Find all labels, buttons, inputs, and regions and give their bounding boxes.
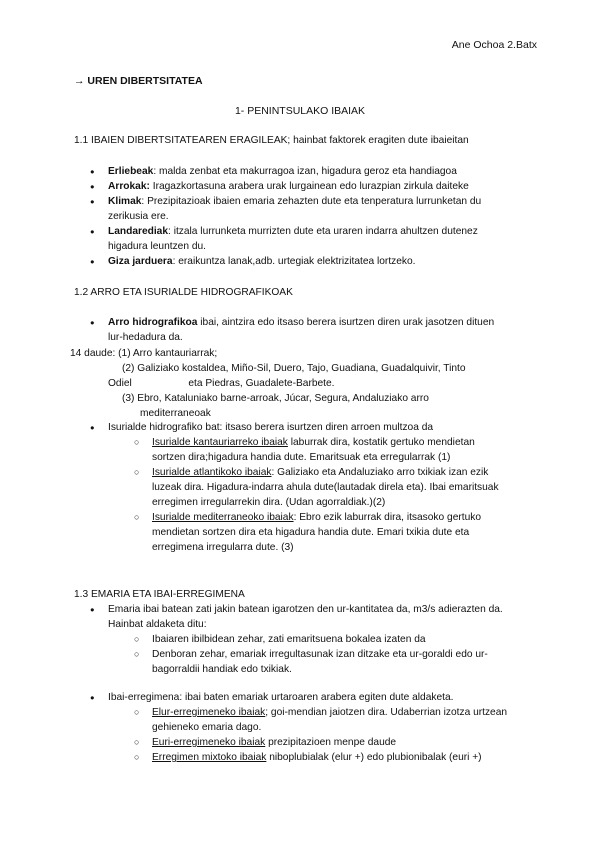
sublist-item: ○ Isurialde atlantikoko ibaiak: Galiziako eta Andaluziako arro txikiak izan ezik luzeak dira. Higadura-indarra ahula dute(lautadak direla eta). Ibai emaritsuak erregimen irregularrekin dira. (Udan agorraldiak.)(2) xyxy=(134,465,508,510)
sublist-item: ○ Ibaiaren ibilbidean zehar, zati emaritsuena bokalea izaten da xyxy=(134,632,508,647)
list-item: ● Isurialde hidrografiko bat: itsaso berera isurtzen diren arroen multzoa da ○ Isurialde kantauriarreko ibaiak laburrak dira, kostatik gertuko mendietan sortzen dira;higadura handia dute. Emaritsuak eta erregularrak (1) ○ Isurialde atlantikoko ibaiak: Galiziako eta Andaluziako arro txikiak izan ezik luzeak dira. Higadura-indarra ahula dute(lautadak direla eta). Ibai emaritsuak erregimen irregularrekin dira. (Udan agorraldiak.)(2) ○ Isurialde mediterraneoko ibaiak: Ebro ezik laburrak dira, itsasoko gertuko mendietan sortzen dira eta higadura handia dute. Emari txikia dute eta erregimena irregularra dute. (3) xyxy=(0,420,508,555)
emaria-list xyxy=(0,602,508,677)
list-item: ● Giza jarduera: eraikuntza lanak,adb. urtegiak elektrizitatea lortzeko. xyxy=(0,254,508,269)
basin-line-1: 14 daude: (1) Arro kantauriarrak; xyxy=(70,348,218,359)
heading-1-2: 1.2 ARRO ETA ISURIALDE HIDROGRAFIKOAK xyxy=(74,287,293,298)
erregimena-list xyxy=(0,690,508,765)
sublist-item: ○ Euri-erregimeneko ibaiak prezipitazioen menpe daude xyxy=(134,735,508,750)
page-title: → UREN DIBERTSITATEA xyxy=(74,75,203,87)
list-item: ● Landarediak: itzala lurrunketa murrizten dute eta uraren indarra ahultzen dutenez higadura leuntzen du. xyxy=(0,224,508,254)
sublist-item: ○ Isurialde kantauriarreko ibaiak laburrak dira, kostatik gertuko mendietan sortzen dira;higadura handia dute. Emaritsuak eta erregularrak (1) xyxy=(134,435,508,465)
basin-line-5: mediterraneoak xyxy=(140,408,211,419)
author-name: Ane Ochoa 2.Batx xyxy=(451,39,537,51)
sublist-item: ○ Denboran zehar, emariak irregultasunak izan ditzake eta ur-goraldi edo ur-bagorraldii handiak edo txikiak. xyxy=(134,647,508,677)
list-item: ● Ibai-erregimena: ibai baten emariak urtaroaren arabera egiten dute aldaketa. ○ Elur-erregimeneko ibaiak; goi-mendian jaiotzen dira. Udaberrian izotza urtzean gehieneko emaria dago. ○ Euri-erregimeneko ibaiak prezipitazioen menpe daude ○ Erregimen mixtoko ibaiak niboplubialak (elur +) edo plubionibalak (euri +) xyxy=(0,690,508,765)
section-title: 1- PENINTSULAKO IBAIAK xyxy=(234,105,366,117)
list-item: ● Klimak: Prezipitazioak ibaien emaria zehazten dute eta tenperatura lurrunketan du zerikusia ere. xyxy=(0,194,508,224)
basin-enumeration xyxy=(70,346,530,421)
emaria-sublist xyxy=(108,632,508,677)
list-item: ● Erliebeak: malda zenbat eta makurragoa izan, higadura geroz eta handiagoa xyxy=(0,164,508,179)
heading-1-1: 1.1 IBAIEN DIBERTSITATEAREN ERAGILEAK; hainbat faktorek eragiten dute ibaieitan xyxy=(74,135,469,146)
basin-line-2: (2) Galiziako kostaldea, Miño-Sil, Duero, Tajo, Guadiana, Guadalquivir, Tinto xyxy=(122,363,466,374)
sublist-item: ○ Elur-erregimeneko ibaiak; goi-mendian jaiotzen dira. Udaberrian izotza urtzean gehieneko emaria dago. xyxy=(134,705,508,735)
sublist-item: ○ Isurialde mediterraneoko ibaiak: Ebro ezik laburrak dira, itsasoko gertuko mendietan sortzen dira eta higadura handia dute. Emari txikia dute eta erregimena irregularra dute. (3) xyxy=(134,510,508,555)
basin-line-3: Odiel eta Piedras, Guadalete-Barbete. xyxy=(108,378,335,389)
list-item: ● Arro hidrografikoa ibai, aintzira edo itsaso berera isurtzen diren urak jasotzen dituen lur-hedadura da. xyxy=(0,315,508,345)
heading-1-3: 1.3 EMARIA ETA IBAI-ERREGIMENA xyxy=(74,589,245,600)
basin-line-4: (3) Ebro, Kataluniako barne-arroak, Júcar, Segura, Andaluziako arro xyxy=(122,393,429,404)
list-item: ● Arrokak: Iragazkortasuna arabera urak lurgainean edo lurazpian zirkula daiteke xyxy=(0,179,508,194)
sublist-item: ○ Erregimen mixtoko ibaiak niboplubialak (elur +) edo plubionibalak (euri +) xyxy=(134,750,508,765)
factors-list xyxy=(0,164,508,269)
list-item: ● Emaria ibai batean zati jakin batean igarotzen den ur-kantitatea da, m3/s adierazten da. Hainbat aldaketa ditu: ○ Ibaiaren ibilbidean zehar, zati emaritsuena bokalea izaten da ○ Denboran zehar, emariak irregultasunak izan ditzake eta ur-goraldi edo ur-bagorraldii handiak edo txikiak. xyxy=(0,602,508,677)
arro-list xyxy=(0,315,508,345)
erregimena-sublist xyxy=(108,705,508,765)
isurialde-list xyxy=(0,420,508,555)
isurialde-sublist xyxy=(108,435,508,555)
